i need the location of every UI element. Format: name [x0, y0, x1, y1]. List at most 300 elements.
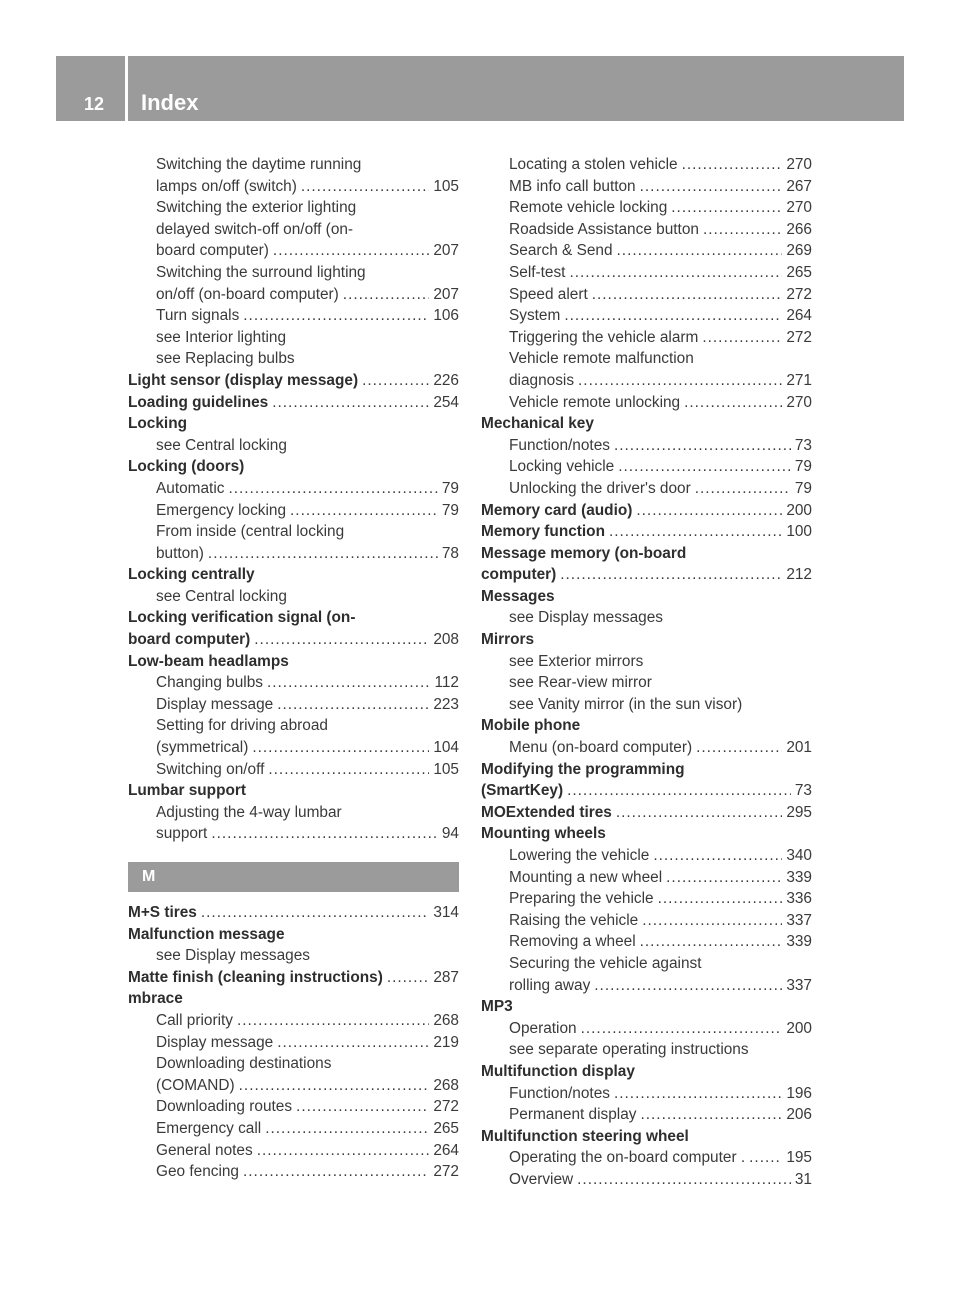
page-reference[interactable]: 254: [433, 393, 459, 411]
index-subentry: [128, 1032, 459, 1054]
page-reference[interactable]: 340: [786, 847, 812, 864]
index-subentry: [128, 176, 459, 198]
entry-label: lamps on/off (switch): [156, 177, 297, 195]
index-subentry: [481, 975, 812, 997]
entry-label: Switching the daytime running: [156, 156, 362, 173]
index-heading: [481, 1061, 812, 1083]
entry-label: Mobile phone: [481, 717, 581, 735]
dot-leader: [577, 1169, 791, 1191]
index-list: [481, 154, 812, 1191]
dot-leader: [684, 392, 782, 414]
dot-leader: [243, 1161, 429, 1183]
entry-label: (symmetrical): [156, 739, 249, 757]
entry-label: Changing bulbs: [156, 674, 263, 692]
index-subentry: [481, 607, 812, 629]
dot-leader: [609, 521, 782, 543]
entry-label: Removing a wheel: [509, 933, 636, 951]
index-subentry: [128, 823, 459, 845]
entry-label: (SmartKey): [481, 782, 564, 800]
dot-leader: [640, 931, 783, 953]
dot-leader: [696, 737, 782, 759]
index-heading: [128, 967, 459, 989]
dot-leader: [211, 823, 438, 845]
header-divider: [125, 56, 128, 121]
index-subentry: [481, 1104, 812, 1126]
dot-leader: [257, 1140, 430, 1162]
dot-leader: [614, 1083, 782, 1105]
page-reference[interactable]: 105: [433, 760, 459, 778]
index-subentry: [481, 327, 812, 349]
entry-label: System: [509, 307, 561, 325]
entry-label: see Display messages: [156, 947, 310, 965]
index-subentry: [128, 1096, 459, 1118]
index-heading: [128, 564, 459, 586]
dot-leader: [560, 564, 782, 586]
entry-label: Vehicle remote malfunction: [509, 350, 694, 368]
dot-leader: [695, 478, 791, 500]
index-subentry: [128, 478, 459, 500]
dot-leader: [301, 176, 429, 198]
dot-leader: [343, 284, 430, 306]
entry-label: Geo fencing: [156, 1163, 239, 1181]
page-reference[interactable]: 270: [786, 156, 812, 173]
dot-leader: [636, 500, 782, 522]
index-subentry: [128, 500, 459, 522]
page-reference[interactable]: 337: [786, 911, 812, 929]
page-reference[interactable]: 267: [786, 177, 812, 195]
index-subentry: [128, 586, 459, 608]
entry-label: Display message: [156, 695, 274, 713]
entry-label: Memory function: [481, 523, 605, 541]
dot-leader: [749, 1147, 782, 1169]
index-heading: [481, 780, 812, 802]
index-subentry: [481, 348, 812, 370]
page-reference[interactable]: 272: [786, 328, 812, 346]
entry-label: Speed alert: [509, 285, 588, 303]
entry-label: Lumbar support: [128, 782, 246, 800]
entry-label: delayed switch-off on/off (on-: [156, 220, 354, 238]
index-subentry: [481, 435, 812, 457]
dot-leader: [228, 478, 437, 500]
page-reference[interactable]: 196: [786, 1084, 812, 1102]
entry-label: Locking: [128, 415, 187, 433]
entry-label: on/off (on-board computer): [156, 285, 339, 303]
index-heading: [128, 607, 459, 629]
index-subentry: [128, 1118, 459, 1140]
entry-label: Matte finish (cleaning instructions): [128, 968, 383, 986]
entry-label: support: [156, 825, 208, 843]
entry-label: Unlocking the driver's door: [509, 479, 691, 497]
page-reference[interactable]: 112: [434, 674, 459, 692]
dot-leader: [254, 629, 429, 651]
entry-label: Securing the vehicle against: [509, 954, 702, 972]
page-reference[interactable]: 226: [433, 371, 459, 389]
page-reference[interactable]: 201: [786, 739, 812, 757]
index-subentry: [128, 1053, 459, 1075]
entry-label: Mechanical key: [481, 415, 594, 433]
dot-leader: [208, 543, 438, 565]
index-subentry: [481, 651, 812, 673]
index-list: [128, 902, 459, 1183]
page-reference[interactable]: 207: [433, 285, 459, 303]
entry-label: Remote vehicle locking: [509, 199, 668, 217]
index-subentry: [128, 197, 459, 219]
index-subentry: [128, 694, 459, 716]
index-subentry: [481, 931, 812, 953]
index-heading: [481, 500, 812, 522]
entry-label: see Central locking: [156, 436, 287, 454]
entry-label: rolling away: [509, 976, 591, 994]
entry-label: see Central locking: [156, 587, 287, 605]
entry-label: Automatic: [156, 479, 225, 497]
entry-label: Switching the exterior lighting: [156, 199, 357, 217]
index-subentry: [128, 672, 459, 694]
page-reference[interactable]: 339: [786, 868, 812, 886]
dot-leader: [658, 888, 783, 910]
entry-label: mbrace: [128, 990, 183, 1008]
dot-leader: [277, 1032, 429, 1054]
entry-label: General notes: [156, 1141, 253, 1159]
entry-label: Locking verification signal (on-: [128, 609, 356, 627]
spacer: [128, 845, 459, 862]
dot-leader: [273, 240, 429, 262]
dot-leader: [666, 867, 782, 889]
index-heading: [128, 780, 459, 802]
index-subentry: [128, 802, 459, 824]
index-heading: [481, 802, 812, 824]
index-subentry: [481, 694, 812, 716]
index-heading: [481, 521, 812, 543]
page-reference[interactable]: 223: [433, 695, 459, 713]
dot-leader: [616, 802, 782, 824]
page-reference[interactable]: 264: [433, 1141, 459, 1159]
entry-label: Vehicle remote unlocking: [509, 393, 681, 411]
entry-label: Locking centrally: [128, 566, 255, 584]
page-reference[interactable]: 295: [786, 803, 812, 821]
dot-leader: [243, 305, 429, 327]
index-heading: [128, 629, 459, 651]
dot-leader: [265, 1118, 429, 1140]
entry-label: Call priority: [156, 1011, 233, 1029]
page-reference[interactable]: 195: [786, 1149, 812, 1167]
page-reference[interactable]: 105: [433, 177, 459, 195]
page-reference[interactable]: 73: [794, 782, 812, 800]
entry-label: Self-test: [509, 263, 566, 281]
dot-leader: [290, 500, 438, 522]
entry-label: Multifunction display: [481, 1062, 635, 1080]
page-reference[interactable]: 78: [441, 544, 459, 562]
index-subentry: [481, 888, 812, 910]
entry-label: Adjusting the 4-way lumbar: [156, 803, 342, 821]
dot-leader: [617, 240, 783, 262]
index-subentry: [481, 392, 812, 414]
entry-label: Emergency locking: [156, 501, 287, 519]
index-subentry: [128, 305, 459, 327]
page-reference[interactable]: 94: [441, 825, 459, 843]
index-subentry: [128, 262, 459, 284]
index-heading: [481, 586, 812, 608]
entry-label: Preparing the vehicle: [509, 890, 654, 908]
index-subentry: [128, 945, 459, 967]
page-title: Index: [141, 90, 199, 115]
index-subentry: [128, 435, 459, 457]
entry-label: Malfunction message: [128, 925, 285, 943]
entry-label: Permanent display: [509, 1106, 637, 1124]
dot-leader: [239, 1075, 430, 1097]
dot-leader: [682, 154, 783, 176]
index-subentry: [481, 219, 812, 241]
entry-label: Switching the surround lighting: [156, 263, 366, 281]
index-subentry: [481, 737, 812, 759]
index-list: [128, 154, 459, 845]
index-subentry: [481, 1039, 812, 1061]
page-reference[interactable]: 100: [786, 523, 812, 541]
entry-label: see Display messages: [509, 609, 663, 627]
entry-label: Locking vehicle: [509, 458, 615, 476]
entry-label: Operating the on-board computer .: [509, 1149, 746, 1167]
index-subentry: [128, 327, 459, 349]
entry-label: Raising the vehicle: [509, 911, 639, 929]
page-reference[interactable]: 287: [433, 968, 459, 986]
entry-label: computer): [481, 566, 557, 584]
index-subentry: [128, 348, 459, 370]
index-heading: [481, 564, 812, 586]
entry-label: M+S tires: [128, 904, 197, 921]
entry-label: Modifying the programming: [481, 760, 685, 778]
index-subentry: [128, 759, 459, 781]
index-subentry: [481, 1083, 812, 1105]
index-heading: [128, 413, 459, 435]
dot-leader: [594, 975, 782, 997]
entry-label: see Interior lighting: [156, 328, 287, 346]
page-reference[interactable]: 212: [786, 566, 812, 584]
page-reference[interactable]: 207: [433, 242, 459, 260]
dot-leader: [296, 1096, 429, 1118]
page-reference[interactable]: 264: [786, 307, 812, 325]
entry-label: MB info call button: [509, 177, 636, 195]
entry-label: Function/notes: [509, 1084, 610, 1102]
entry-label: Multifunction steering wheel: [481, 1127, 689, 1145]
page-reference[interactable]: 336: [786, 890, 812, 908]
dot-leader: [201, 902, 429, 924]
index-subentry: [481, 672, 812, 694]
entry-label: Function/notes: [509, 436, 610, 454]
page-reference[interactable]: 73: [794, 436, 812, 454]
page-reference[interactable]: 269: [786, 242, 812, 260]
index-subentry: [128, 543, 459, 565]
page-reference[interactable]: 200: [786, 501, 812, 519]
page-reference[interactable]: 31: [794, 1170, 812, 1188]
index-heading: [128, 392, 459, 414]
page-reference[interactable]: 270: [786, 199, 812, 217]
entry-label: see Rear-view mirror: [509, 674, 652, 692]
index-subentry: [481, 240, 812, 262]
page-reference[interactable]: 268: [433, 1076, 459, 1094]
index-subentry: [128, 240, 459, 262]
page-reference[interactable]: 265: [433, 1119, 459, 1137]
dot-leader: [569, 262, 782, 284]
dot-leader: [640, 176, 783, 198]
page-reference[interactable]: 270: [786, 393, 812, 411]
index-subentry: [481, 1169, 812, 1191]
page-reference[interactable]: 208: [433, 631, 459, 649]
index-heading: [481, 629, 812, 651]
index-subentry: [481, 867, 812, 889]
entry-label: see Exterior mirrors: [509, 652, 644, 670]
index-subentry: [481, 1018, 812, 1040]
page-reference[interactable]: 219: [433, 1033, 459, 1051]
entry-label: Mirrors: [481, 631, 535, 649]
page-reference[interactable]: 271: [786, 371, 812, 389]
index-heading: [481, 996, 812, 1018]
page-reference[interactable]: 79: [794, 458, 812, 476]
index-subentry: [481, 305, 812, 327]
entry-label: Mounting wheels: [481, 825, 606, 843]
index-subentry: [481, 456, 812, 478]
page-reference[interactable]: 200: [786, 1019, 812, 1037]
index-subentry: [128, 737, 459, 759]
dot-leader: [614, 435, 791, 457]
index-subentry: [481, 197, 812, 219]
entry-label: Emergency call: [156, 1119, 262, 1137]
entry-label: see separate operating instructions: [509, 1041, 749, 1059]
index-heading: [128, 988, 459, 1010]
dot-leader: [581, 1018, 783, 1040]
index-subentry: [128, 154, 459, 176]
entry-label: MP3: [481, 998, 513, 1016]
entry-label: board computer): [128, 631, 251, 649]
dot-leader: [564, 305, 782, 327]
index-heading: [128, 456, 459, 478]
index-subentry: [481, 176, 812, 198]
index-subentry: [481, 845, 812, 867]
page-reference[interactable]: 272: [433, 1098, 459, 1116]
entry-label: Message memory (on-board: [481, 544, 687, 562]
entry-label: Messages: [481, 587, 555, 605]
dot-leader: [618, 456, 791, 478]
page-reference[interactable]: 272: [433, 1163, 459, 1181]
entry-label: From inside (central locking: [156, 523, 345, 541]
page-reference[interactable]: 79: [441, 501, 459, 519]
entry-label: Mounting a new wheel: [509, 868, 663, 886]
index-heading: [481, 413, 812, 435]
dot-leader: [642, 910, 782, 932]
entry-label: Locking (doors): [128, 458, 245, 476]
entry-label: Display message: [156, 1033, 274, 1051]
index-subentry: [481, 910, 812, 932]
dot-leader: [252, 737, 429, 759]
entry-label: board computer): [156, 242, 269, 260]
entry-label: Locating a stolen vehicle: [509, 156, 678, 173]
entry-label: Roadside Assistance button: [509, 220, 699, 238]
page-reference[interactable]: 206: [786, 1106, 812, 1124]
index-heading: [128, 370, 459, 392]
entry-label: Turn signals: [156, 307, 240, 325]
dot-leader: [267, 672, 430, 694]
dot-leader: [702, 327, 782, 349]
page-reference[interactable]: 79: [794, 479, 812, 497]
entry-label: see Replacing bulbs: [156, 350, 295, 368]
index-subentry: [128, 1161, 459, 1183]
index-heading: [128, 651, 459, 673]
index-subentry: [481, 154, 812, 176]
entry-label: Low-beam headlamps: [128, 652, 289, 670]
entry-label: Overview: [509, 1170, 574, 1188]
dot-leader: [237, 1010, 429, 1032]
page-reference[interactable]: 79: [441, 479, 459, 497]
index-heading: [481, 823, 812, 845]
index-heading: [481, 543, 812, 565]
index-subentry: [481, 1147, 812, 1169]
page-reference[interactable]: 337: [786, 976, 812, 994]
entry-label: Downloading routes: [156, 1098, 293, 1116]
index-subentry: [128, 521, 459, 543]
dot-leader: [640, 1104, 782, 1126]
page-reference[interactable]: 268: [433, 1011, 459, 1029]
index-subentry: [481, 262, 812, 284]
section-header-m: M: [128, 862, 459, 892]
entry-label: Memory card (audio): [481, 501, 633, 519]
index-heading: [128, 924, 459, 946]
entry-label: see Vanity mirror (in the sun visor): [509, 695, 743, 713]
entry-label: Switching on/off: [156, 760, 265, 778]
index-subentry: [481, 370, 812, 392]
page-reference[interactable]: 106: [433, 307, 459, 325]
page-reference[interactable]: 314: [433, 904, 459, 921]
index-heading: [481, 1126, 812, 1148]
entry-label: diagnosis: [509, 371, 575, 389]
dot-leader: [703, 219, 782, 241]
entry-label: Menu (on-board computer): [509, 739, 693, 757]
dot-leader: [592, 284, 783, 306]
entry-label: Setting for driving abroad: [156, 717, 328, 735]
index-subentry: [128, 1010, 459, 1032]
page-reference[interactable]: 104: [433, 739, 459, 757]
index-subentry: [128, 284, 459, 306]
index-heading: [128, 902, 459, 924]
index-heading: [481, 759, 812, 781]
entry-label: Lowering the vehicle: [509, 847, 650, 864]
dot-leader: [277, 694, 429, 716]
entry-label: Downloading destinations: [156, 1055, 332, 1073]
index-subentry: [481, 953, 812, 975]
index-column-left: [128, 154, 459, 1183]
index-subentry: [128, 219, 459, 241]
entry-label: MOExtended tires: [481, 803, 612, 821]
dot-leader: [567, 780, 791, 802]
dot-leader: [387, 967, 429, 989]
page-reference[interactable]: 339: [786, 933, 812, 951]
dot-leader: [671, 197, 782, 219]
index-subentry: [128, 1140, 459, 1162]
page-reference[interactable]: 266: [786, 220, 812, 238]
entry-label: (COMAND): [156, 1076, 235, 1094]
dot-leader: [268, 759, 429, 781]
index-subentry: [481, 284, 812, 306]
entry-label: Loading guidelines: [128, 393, 269, 411]
dot-leader: [362, 370, 429, 392]
index-subentry: [128, 715, 459, 737]
index-subentry: [128, 1075, 459, 1097]
index-subentry: [481, 478, 812, 500]
page-reference[interactable]: 272: [786, 285, 812, 303]
page-reference[interactable]: 265: [786, 263, 812, 281]
entry-label: Search & Send: [509, 242, 613, 260]
entry-label: Triggering the vehicle alarm: [509, 328, 699, 346]
entry-label: Light sensor (display message): [128, 371, 359, 389]
index-heading: [481, 715, 812, 737]
page-number: 12: [84, 94, 105, 114]
